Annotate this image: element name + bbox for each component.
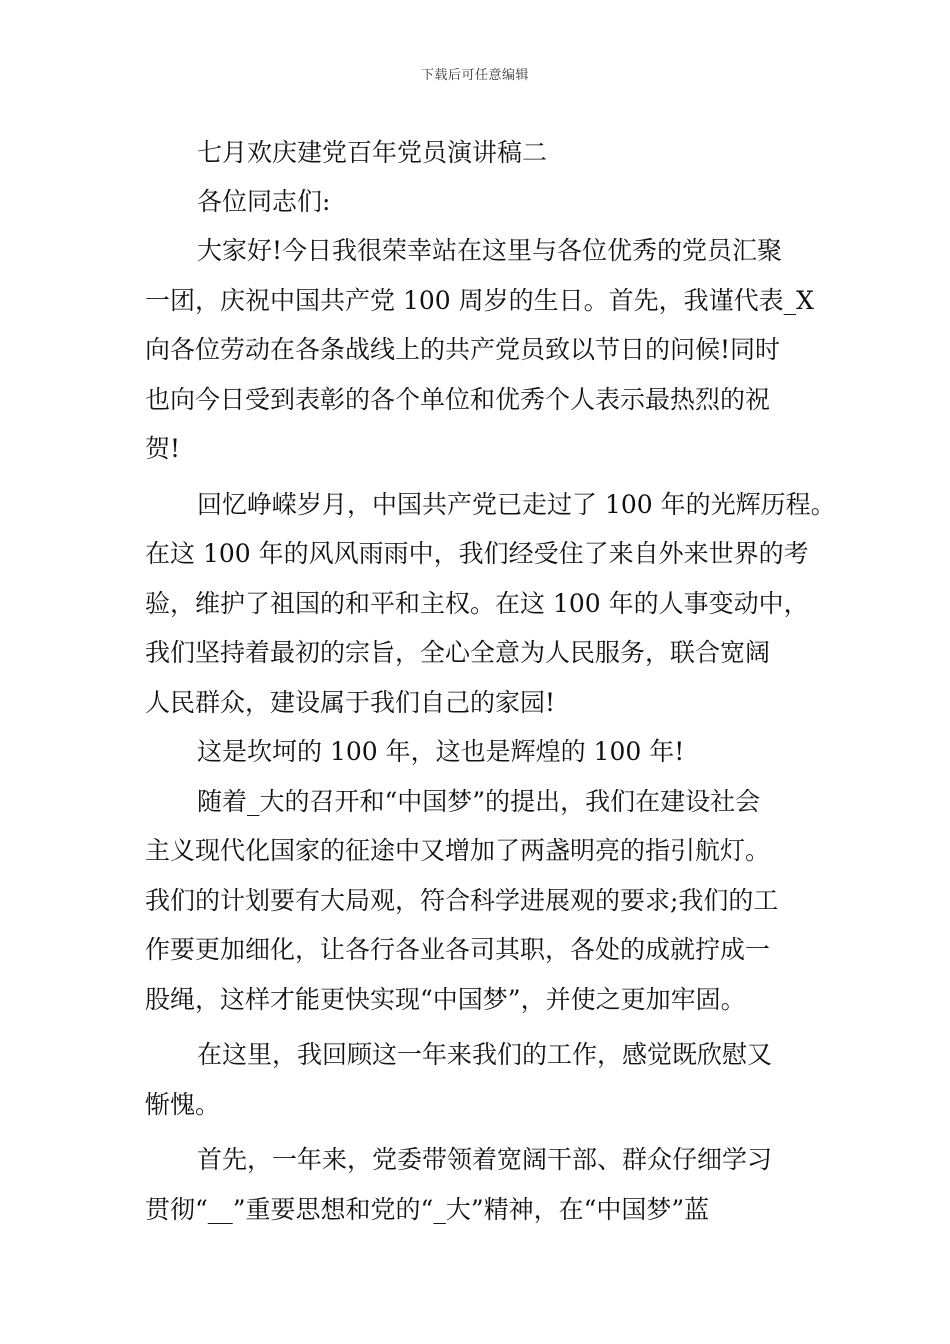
paragraph-line: 作要更加细化，让各行各业各司其职，各处的成就拧成一 [145, 935, 771, 964]
paragraph-greeting [145, 226, 825, 474]
paragraph-line: 也向今日受到表彰的各个单位和优秀个人表示最热烈的祝 [145, 384, 771, 414]
paragraph-review [145, 1030, 825, 1129]
paragraph-line: 在这里，我回顾这一年来我们的工作，感觉既欣慰又 [197, 1040, 773, 1069]
paragraph-line: 我们的计划要有大局观，符合科学进展观的要求;我们的工 [145, 885, 779, 915]
paragraph-line: 主义现代化国家的征途中又增加了两盏明亮的指引航灯。 [145, 836, 771, 865]
paragraph-line: 惭愧。 [145, 1089, 221, 1119]
paragraph-line: 股绳，这样才能更快实现“中国梦”，并使之更加牢固。 [145, 984, 746, 1014]
document-title: 七月欢庆建党百年党员演讲稿二 [197, 138, 548, 167]
paragraph-history [145, 480, 836, 728]
paragraph-line: 大家好!今日我很荣幸站在这里与各位优秀的党员汇聚 [197, 236, 783, 265]
paragraph-line: 这是坎坷的 100 年，这也是辉煌的 100 年! [197, 737, 685, 766]
paragraph-line: 一团，庆祝中国共产党 100 周岁的生日。首先，我谨代表_X [145, 285, 814, 315]
paragraph-china-dream [145, 777, 825, 1025]
paragraph-hundred-years [145, 727, 825, 777]
paragraph-line: 我们坚持着最初的宗旨，全心全意为人民服务，联合宽阔 [145, 638, 771, 667]
salutation: 各位同志们: [197, 187, 331, 216]
paragraph-line: 向各位劳动在各条战线上的共产党员致以节日的问候!同时 [145, 335, 781, 364]
paragraph-line: 贯彻“__”重要思想和党的“_大”精神，在“中国梦”蓝 [145, 1194, 710, 1224]
paragraph-line: 人民群众，建设属于我们自己的家园! [145, 687, 556, 717]
paragraph-first [145, 1135, 825, 1234]
paragraph-line: 贺! [145, 434, 181, 463]
paragraph-line: 随着_大的召开和“中国梦”的提出，我们在建设社会 [197, 786, 761, 816]
header-note: 下载后可任意编辑 [420, 68, 529, 83]
paragraph-line: 首先，一年来，党委带领着宽阔干部、群众仔细学习 [197, 1145, 773, 1174]
document-body [145, 128, 836, 1234]
paragraph-line: 在这 100 年的风风雨雨中，我们经受住了来自外来世界的考 [145, 539, 809, 568]
paragraph-line: 验，维护了祖国的和平和主权。在这 100 年的人事变动中， [145, 588, 809, 618]
paragraph-line: 回忆峥嵘岁月，中国共产党已走过了 100 年的光辉历程。 [197, 489, 836, 519]
